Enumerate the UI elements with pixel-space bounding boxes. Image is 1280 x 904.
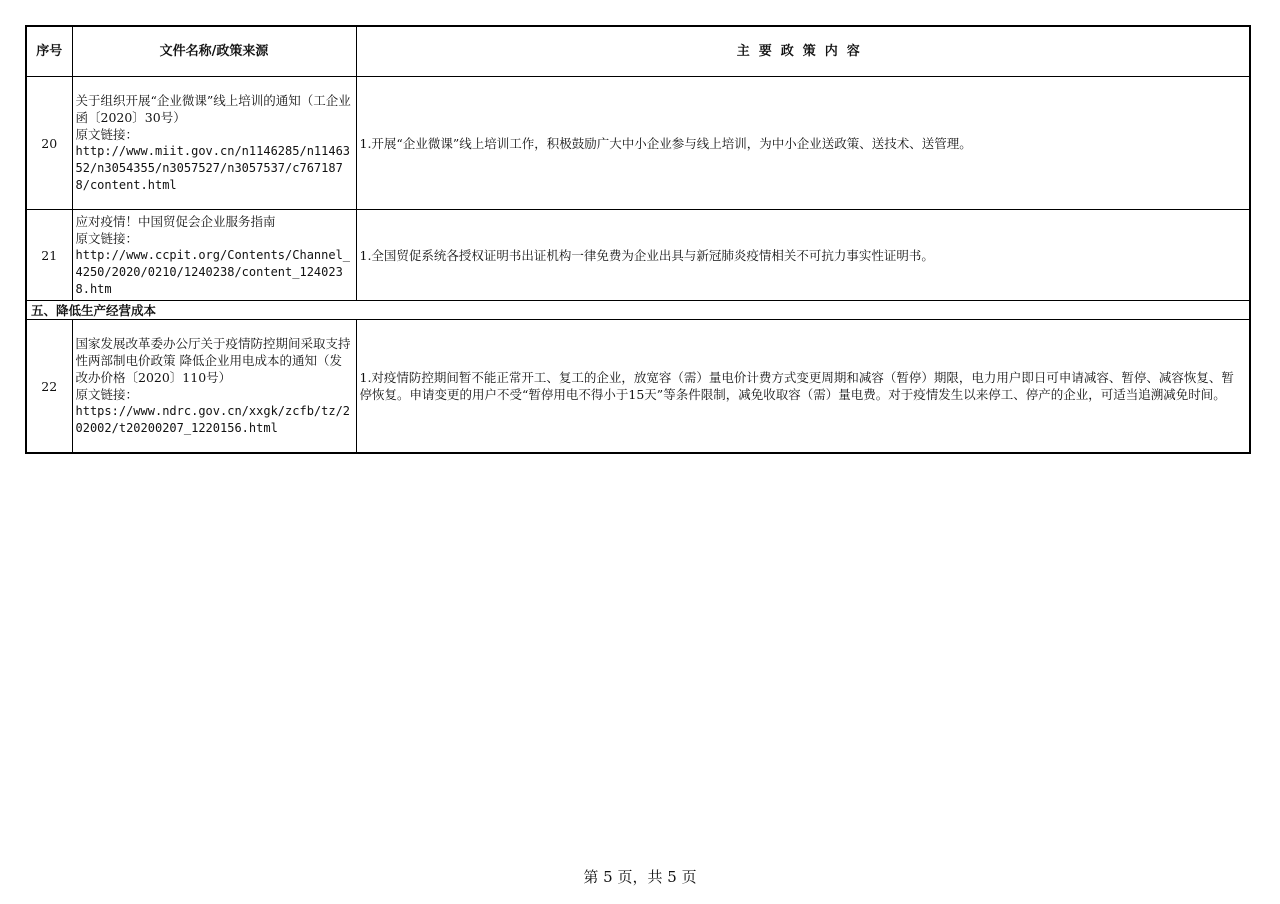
row-source-cell [72,77,356,210]
table-row [26,320,1250,454]
policy-table [25,25,1251,454]
row-number: 21 [26,210,72,301]
section-heading: 五、降低生产经营成本 [26,301,1250,320]
document-title: 关于组织开展“企业微课”线上培训的通知（工企业函〔2020〕30号） [75,93,351,125]
header-document-source: 文件名称/政策来源 [72,26,356,77]
row-number: 20 [26,77,72,210]
row-number: 22 [26,320,72,454]
section-heading-row [26,301,1250,320]
policy-content: 1.全国贸促系统各授权证明书出证机构一律免费为企业出具与新冠肺炎疫情相关不可抗力事实性证明书。 [356,210,1250,301]
policy-content: 1.对疫情防控期间暂不能正常开工、复工的企业，放宽容（需）量电价计费方式变更周期和减容（暂停）期限，电力用户即日可申请减容、暂停、减容恢复、暂停恢复。申请变更的用户不受“暂停用电不得小于15天”等条件限制，减免收取容（需）量电费。对于疫情发生以来停工、停产的企业，可适当追溯减免时间。 [356,320,1250,454]
document-title: 国家发展改革委办公厅关于疫情防控期间采取支持性两部制电价政策 降低企业用电成本的通知（发改办价格〔2020〕110号） [75,336,351,385]
policy-content: 1.开展“企业微课”线上培训工作，积极鼓励广大中小企业参与线上培训，为中小企业送政策、送技术、送管理。 [356,77,1250,210]
source-url-link[interactable]: http://www.miit.gov.cn/n1146285/n1146352/n3054355/n3057527/n3057537/c7671878/content.html [75,144,351,192]
document-title: 应对疫情！中国贸促会企业服务指南 [75,213,276,229]
link-label: 原文链接： [75,230,139,246]
link-label: 原文链接： [75,387,139,402]
table-row [26,77,1250,210]
link-label: 原文链接： [75,127,139,142]
header-serial-number: 序号 [26,26,72,77]
policy-sheet [25,25,1249,454]
row-source-cell [72,320,356,454]
page-footer: 第 5 页，共 5 页 [583,868,697,886]
table-header-row [26,26,1250,77]
header-policy-content: 主要政策内容 [356,26,1250,77]
source-url-link[interactable]: http://www.ccpit.org/Contents/Channel_4250/2020/0210/1240238/content_1240238.htm [75,247,351,296]
source-url-link[interactable]: https://www.ndrc.gov.cn/xxgk/zcfb/tz/202002/t20200207_1220156.html [75,404,351,435]
row-source-cell [72,210,356,301]
table-row [26,210,1250,301]
